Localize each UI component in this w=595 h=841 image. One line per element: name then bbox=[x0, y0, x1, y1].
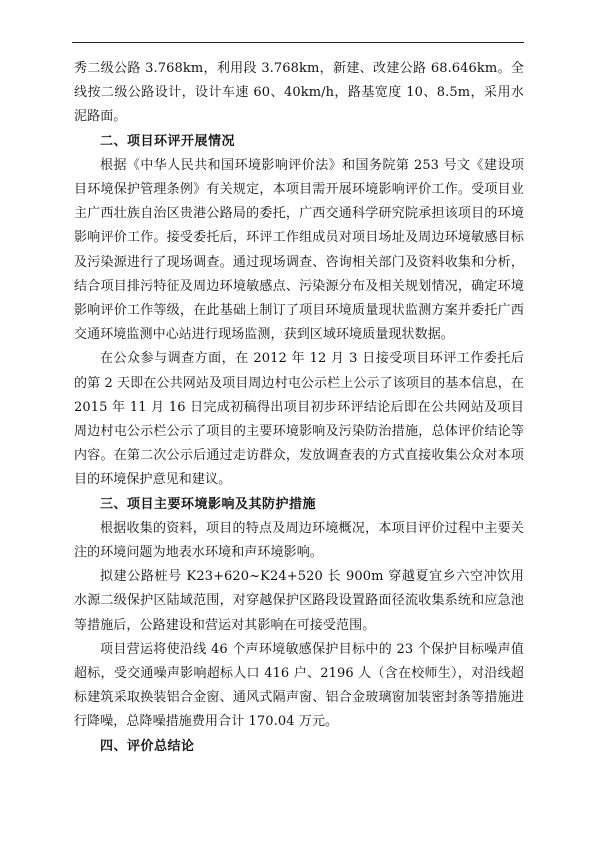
paragraph-project-scope: 秀二级公路 3.768km，利用段 3.768km，新建、改建公路 68.646km。全线按二级公路设计，设计车速 60、40km/h，路基宽度 10、8.5m，采用水泥路面。 bbox=[74, 61, 524, 125]
header-rule bbox=[72, 42, 524, 43]
section-heading-conclusion: 四、评价总结论 bbox=[100, 738, 195, 754]
paragraph-key-issues: 根据收集的资料，项目的特点及周边环境概况，本项目评价过程中主要关注的环境问题为地表水环境和声环境影响。 bbox=[74, 520, 524, 561]
paragraph-water-protection: 拟建公路桩号 K23+620~K24+520 长 900m 穿越夏宜乡六空冲饮用水源二级保护区陆域范围，对穿越保护区路段设置路面径流收集系统和应急池等措施后，公路建设和营运对其影响在可接受范围。 bbox=[74, 569, 524, 633]
paragraph-eia-basis: 根据《中华人民共和国环境影响评价法》和国务院第 253 号文《建设项目环境保护管理条例》有关规定，本项目需开展环境影响评价工作。受项目业主广西壮族自治区贵港公路局的委托，广西交通科学研究院承担该项目的环境影响评价工作。接受委托后，环评工作组成员对项目场址及周边环境敏感目标及污染源进行了现场调查。通过现场调查、咨询相关部门及资料收集和分析，结合项目排污特征及周边环境敏感点、污染源分布及相关规划情况，确定环境影响评价工作等级，在此基础上制订了项目环境质量现状监测方案并委托广西交通环境监测中心站进行现场监测，获到区域环境质量现状数据。 bbox=[74, 157, 524, 343]
paragraph-noise-mitigation: 项目营运将使沿线 46 个声环境敏感保护目标中的 23 个保护目标噪声值超标，受交通噪声影响超标人口 416 户、2196 人（含在校师生），对沿线超标建筑采取换装铝合金窗、通风式隔声窗、铝合金玻璃窗加装密封条等措施进行降噪，总降噪措施费用合计 170.04 万元。 bbox=[74, 641, 524, 730]
paragraph-public-participation: 在公众参与调查方面，在 2012 年 12 月 3 日接受项目环评工作委托后的第 2 天即在公共网站及项目周边村屯公示栏上公示了该项目的基本信息，在 2015 年 11 月 16 日完成初稿得出项目初步环评结论后即在公共网站及项目周边村屯公示栏公示了项目的主要环境影响及污染防治措施，总体评价结论等内容。在第二次公示后通过走访群众，发放调查表的方式直接收集公众对本项目的环境保护意见和建议。 bbox=[74, 351, 524, 488]
section-heading-eia-process: 二、项目环评开展情况 bbox=[100, 133, 236, 149]
document-body bbox=[74, 57, 524, 759]
section-heading-impacts-measures: 三、项目主要环境影响及其防护措施 bbox=[100, 496, 317, 512]
